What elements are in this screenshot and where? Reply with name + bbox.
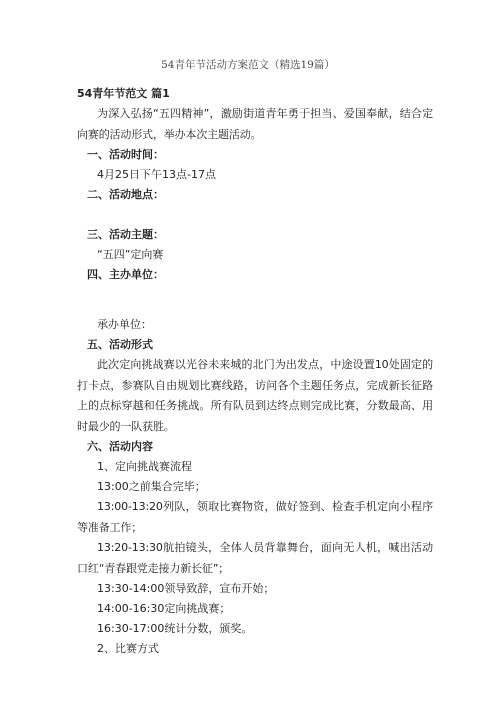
theme-value: “五四”定向赛 [97,248,164,261]
section-heading: 54青年节范文 篇1 [77,87,170,100]
schedule-item: 13:30-14:00领导致辞，宣布开始； [97,582,275,595]
blank-line [77,305,433,315]
heading-form: 五、活动形式 [87,338,153,351]
schedule-item: 16:30-17:00统计分数，颁奖。 [97,622,253,635]
time-value: 4月25日下午13点-17点 [97,168,216,181]
co-host-label: 承办单位： [97,318,152,331]
sub-heading-method: 2、比赛方式 [97,642,159,655]
schedule-item: 14:00-16:30定向挑战赛； [97,602,231,615]
blank-line [77,285,433,305]
heading-host: 四、主办单位： [87,268,164,281]
form-paragraph: 此次定向挑战赛以光谷未来城的北门为出发点，中途设置10处固定的打卡点，参赛队自由规划比赛线路，访问各个主题任务点，完成新长征路上的点标穿越和任务挑战。所有队员到达终点则完成比赛，分数最高、用时最少的一队获胜。 [77,358,433,433]
document-title: 54青年节活动方案范文（精选19篇） [161,59,335,71]
sub-heading-process: 1、定向挑战赛流程 [97,460,192,473]
blank-line [77,205,433,225]
intro-paragraph: 为深入弘扬“五四精神”，激励街道青年勇于担当、爱国奉献，结合定向赛的活动形式，举办本次主题活动。 [77,107,433,141]
heading-time: 一、活动时间： [87,148,164,161]
heading-content: 六、活动内容 [87,440,153,453]
schedule-item: 13:20-13:30航拍镜头，全体人员背靠舞台，面向无人机，喊出活动口红“青春跟党走接力新长征”； [77,541,433,575]
schedule-item: 13:00之前集合完毕； [97,480,206,493]
heading-place: 二、活动地点： [87,188,164,201]
heading-theme: 三、活动主题： [87,228,164,241]
document-body [77,84,433,659]
schedule-item: 13:00-13:20列队，领取比赛物资，做好签到、检查手机定向小程序等准备工作； [77,500,433,534]
